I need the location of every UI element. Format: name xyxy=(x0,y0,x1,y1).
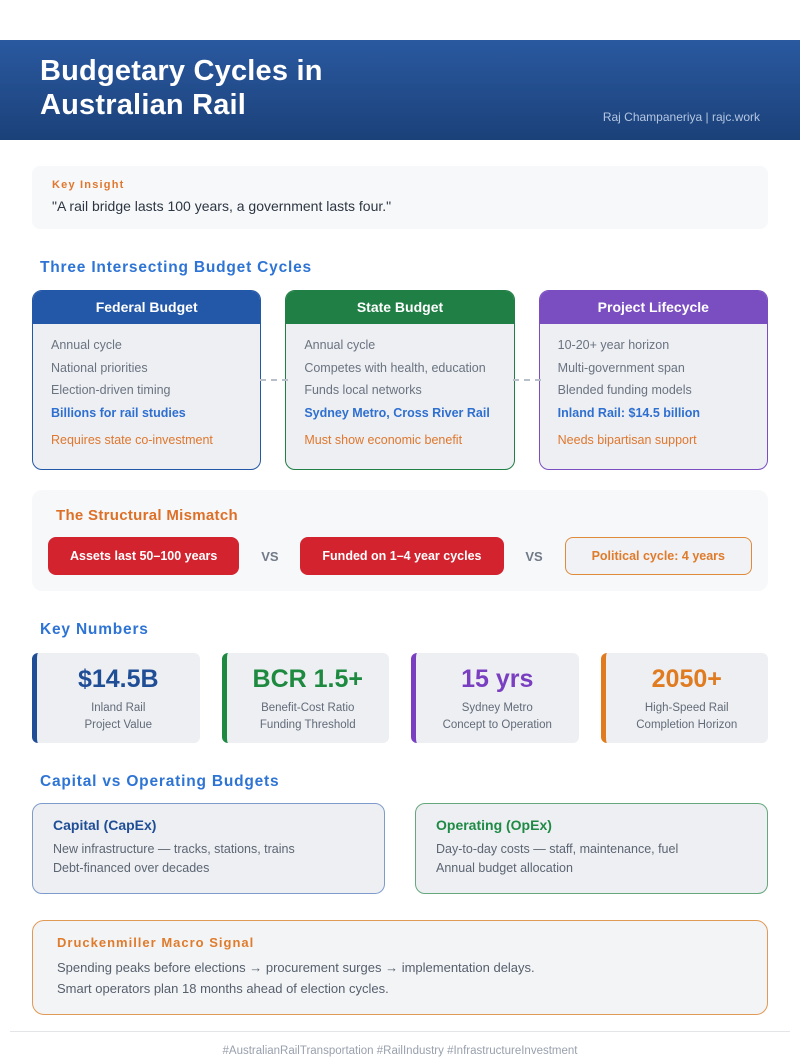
capex-title: Capital (CapEx) xyxy=(53,817,157,833)
page-title-line1: Budgetary Cycles in xyxy=(40,55,323,87)
stat-card-sydney-metro xyxy=(411,653,579,743)
dashed-connector-left xyxy=(260,379,288,381)
cycle-card-title: Project Lifecycle xyxy=(540,291,767,324)
stat-label-line1: Sydney Metro xyxy=(461,702,533,714)
opex-line2: Annual budget allocation xyxy=(436,861,573,876)
mismatch-pill-assets: Assets last 50–100 years xyxy=(48,537,239,575)
cycle-card-item: Annual cycle xyxy=(304,338,376,352)
footer-divider xyxy=(10,1031,790,1032)
cycle-card-highlight: Inland Rail: $14.5 billion xyxy=(557,405,701,420)
footer-hashtags: #AustralianRailTransportation #RailIndustry #InfrastructureInvestment xyxy=(222,1045,578,1058)
cycle-card-warning: Needs bipartisan support xyxy=(557,432,697,447)
mismatch-card xyxy=(32,490,768,591)
cycle-card-item: Multi-government span xyxy=(557,360,685,375)
cycle-card-highlight: Sydney Metro, Cross River Rail xyxy=(304,405,490,420)
stat-value: $14.5B xyxy=(77,665,159,693)
stat-label-line2: Project Value xyxy=(84,719,153,732)
stat-card-inland-rail xyxy=(32,653,200,743)
opex-card xyxy=(415,803,768,894)
section-heading-capex-opex: Capital vs Operating Budgets xyxy=(40,773,280,790)
cycle-card-title: Federal Budget xyxy=(33,291,260,324)
cycle-card-item: Election-driven timing xyxy=(51,383,171,397)
cycle-card-federal xyxy=(32,290,261,470)
header-banner xyxy=(0,40,800,140)
dashed-connector-right xyxy=(513,379,541,381)
key-insight-label: Key Insight xyxy=(52,179,125,191)
stat-card-high-speed-rail xyxy=(601,653,769,743)
section-heading-key-numbers: Key Numbers xyxy=(40,621,149,638)
cycle-card-state xyxy=(285,290,514,470)
vs-label: VS xyxy=(261,548,279,564)
opex-line1: Day-to-day costs — staff, maintenance, fuel xyxy=(436,842,679,856)
stat-label-line2: Funding Threshold xyxy=(259,719,356,732)
stat-card-bcr xyxy=(222,653,390,743)
stat-value: 15 yrs xyxy=(461,665,534,693)
capex-line2: Debt-financed over decades xyxy=(53,861,210,876)
cycle-card-warning: Must show economic benefit xyxy=(304,432,463,447)
key-insight-quote: "A rail bridge lasts 100 years, a government lasts four." xyxy=(52,198,392,214)
capex-line1: New infrastructure — tracks, stations, trains xyxy=(53,842,295,856)
stat-label-line1: Inland Rail xyxy=(91,702,146,714)
vs-label: VS xyxy=(525,548,543,564)
byline: Raj Champaneriya | rajc.work xyxy=(602,110,760,124)
cycle-card-item: Blended funding models xyxy=(557,383,692,397)
macro-signal-heading: Druckenmiller Macro Signal xyxy=(57,934,255,950)
mismatch-pill-political: Political cycle: 4 years xyxy=(565,537,752,575)
stat-label-line1: Benefit-Cost Ratio xyxy=(261,702,355,714)
cycle-card-warning: Requires state co-investment xyxy=(51,432,213,447)
macro-signal-card xyxy=(32,920,768,1016)
cycle-cards-row xyxy=(32,290,768,470)
stat-label-line2: Concept to Operation xyxy=(442,719,552,732)
cycle-card-highlight: Billions for rail studies xyxy=(51,405,186,420)
cycle-card-item: 10-20+ year horizon xyxy=(557,338,670,352)
cycle-card-project xyxy=(539,290,768,470)
key-insight-card xyxy=(32,166,768,229)
content xyxy=(0,166,800,1057)
macro-signal-line2: Smart operators plan 18 months ahead of election cycles. xyxy=(57,980,389,996)
stat-cards-row xyxy=(32,653,768,743)
cycle-card-item: Competes with health, education xyxy=(304,360,486,375)
cycle-card-item: Annual cycle xyxy=(51,338,122,352)
cycle-card-item: National priorities xyxy=(51,360,148,375)
page-title-line2: Australian Rail xyxy=(40,88,247,121)
opex-title: Operating (OpEx) xyxy=(436,817,552,833)
mismatch-pill-funding: Funded on 1–4 year cycles xyxy=(300,537,503,575)
cycle-card-title: State Budget xyxy=(286,291,513,324)
page xyxy=(0,40,800,1060)
stat-label-line1: High-Speed Rail xyxy=(644,702,729,714)
section-heading-cycles: Three Intersecting Budget Cycles xyxy=(40,259,312,276)
stat-value: 2050+ xyxy=(651,665,722,693)
stat-label-line2: Completion Horizon xyxy=(636,719,738,732)
capex-card xyxy=(32,803,385,894)
cycle-card-item: Funds local networks xyxy=(304,383,422,397)
stat-value: BCR 1.5+ xyxy=(252,665,363,693)
macro-signal-line1: Spending peaks before elections → procurement surges → implementation delays. xyxy=(57,959,535,975)
mismatch-heading: The Structural Mismatch xyxy=(56,507,238,524)
budget-cards-row xyxy=(32,803,768,894)
mismatch-pill-row xyxy=(48,537,752,575)
